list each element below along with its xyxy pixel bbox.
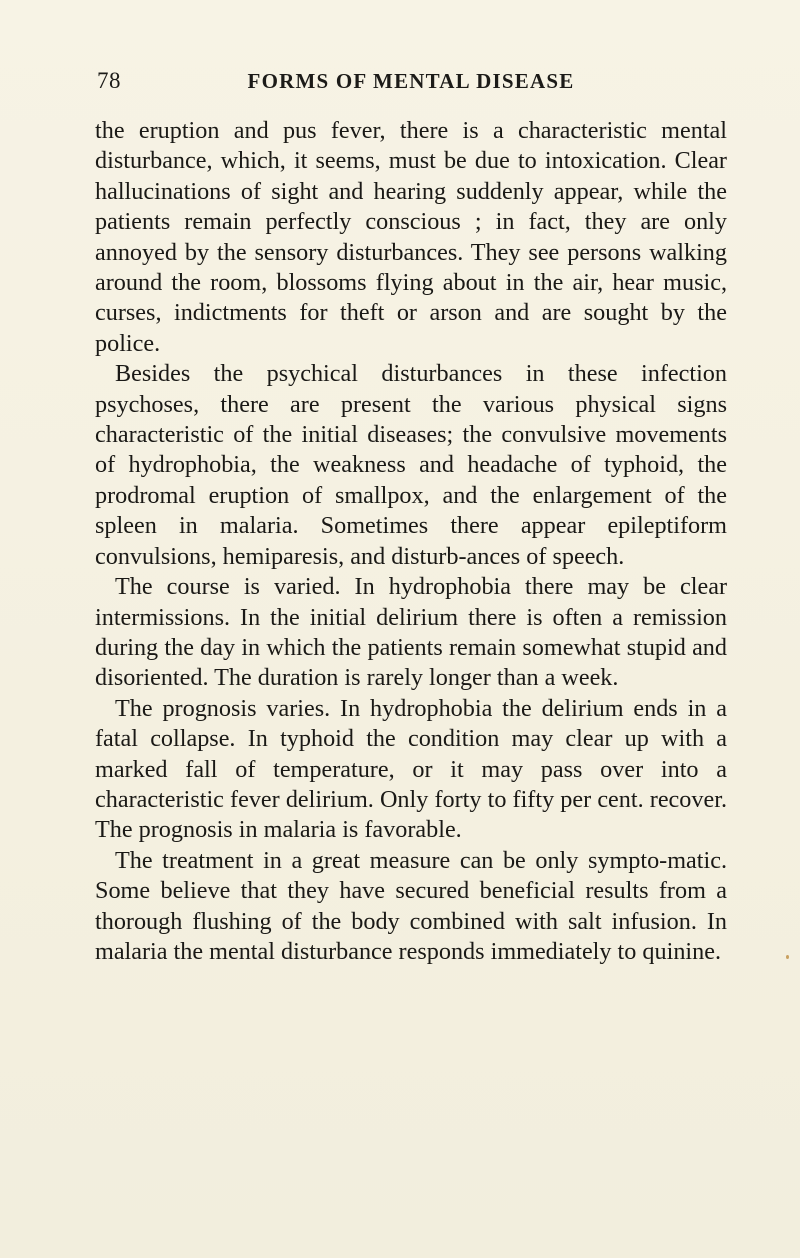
page-header — [97, 66, 725, 96]
paragraph-course: The course is varied. In hydrophobia there may be clear intermissions. In the initial delirium there is often a remission during the day in which the patients remain somewhat stupid and disoriented. The duration is rarely longer than a week. — [95, 573, 727, 692]
body-text — [95, 116, 727, 967]
paragraph-treatment: The treatment in a great measure can be only sympto-matic. Some believe that they have secured beneficial results from a thorough flushing of the body combined with salt infusion. In malaria the mental disturbance responds immediately to quinine. — [95, 846, 727, 965]
paragraph-continuation: the eruption and pus fever, there is a characteristic mental disturbance, which, it seems, must be due to intoxication. Clear hallucinations of sight and hearing suddenly appear, while the patients remain perfectly conscious ; in fact, they are only annoyed by the sensory disturbances. They see persons walking around the room, blossoms flying about in the air, hear music, curses, indictments for theft or arson and are sought by the police. — [95, 117, 727, 357]
paragraph-physical-signs: Besides the psychical disturbances in these infection psychoses, there are present the various physical signs characteristic of the initial diseases; the convulsive movements of hydrophobia, the weakness and headache of typhoid, the prodromal eruption of smallpox, and the enlargement of the spleen in malaria. Sometimes there appear epileptiform convulsions, hemiparesis, and disturb-ances of speech. — [95, 360, 727, 570]
running-title: FORMS OF MENTAL DISEASE — [247, 69, 575, 93]
page-number: 78 — [97, 68, 121, 93]
paragraph-prognosis: The prognosis varies. In hydrophobia the delirium ends in a fatal collapse. In typhoid the condition may clear up with a marked fall of temperature, or it may pass over into a characteristic fever delirium. Only forty to fifty per cent. recover. The prognosis in malaria is favorable. — [95, 694, 727, 844]
paper-speck — [786, 955, 789, 959]
